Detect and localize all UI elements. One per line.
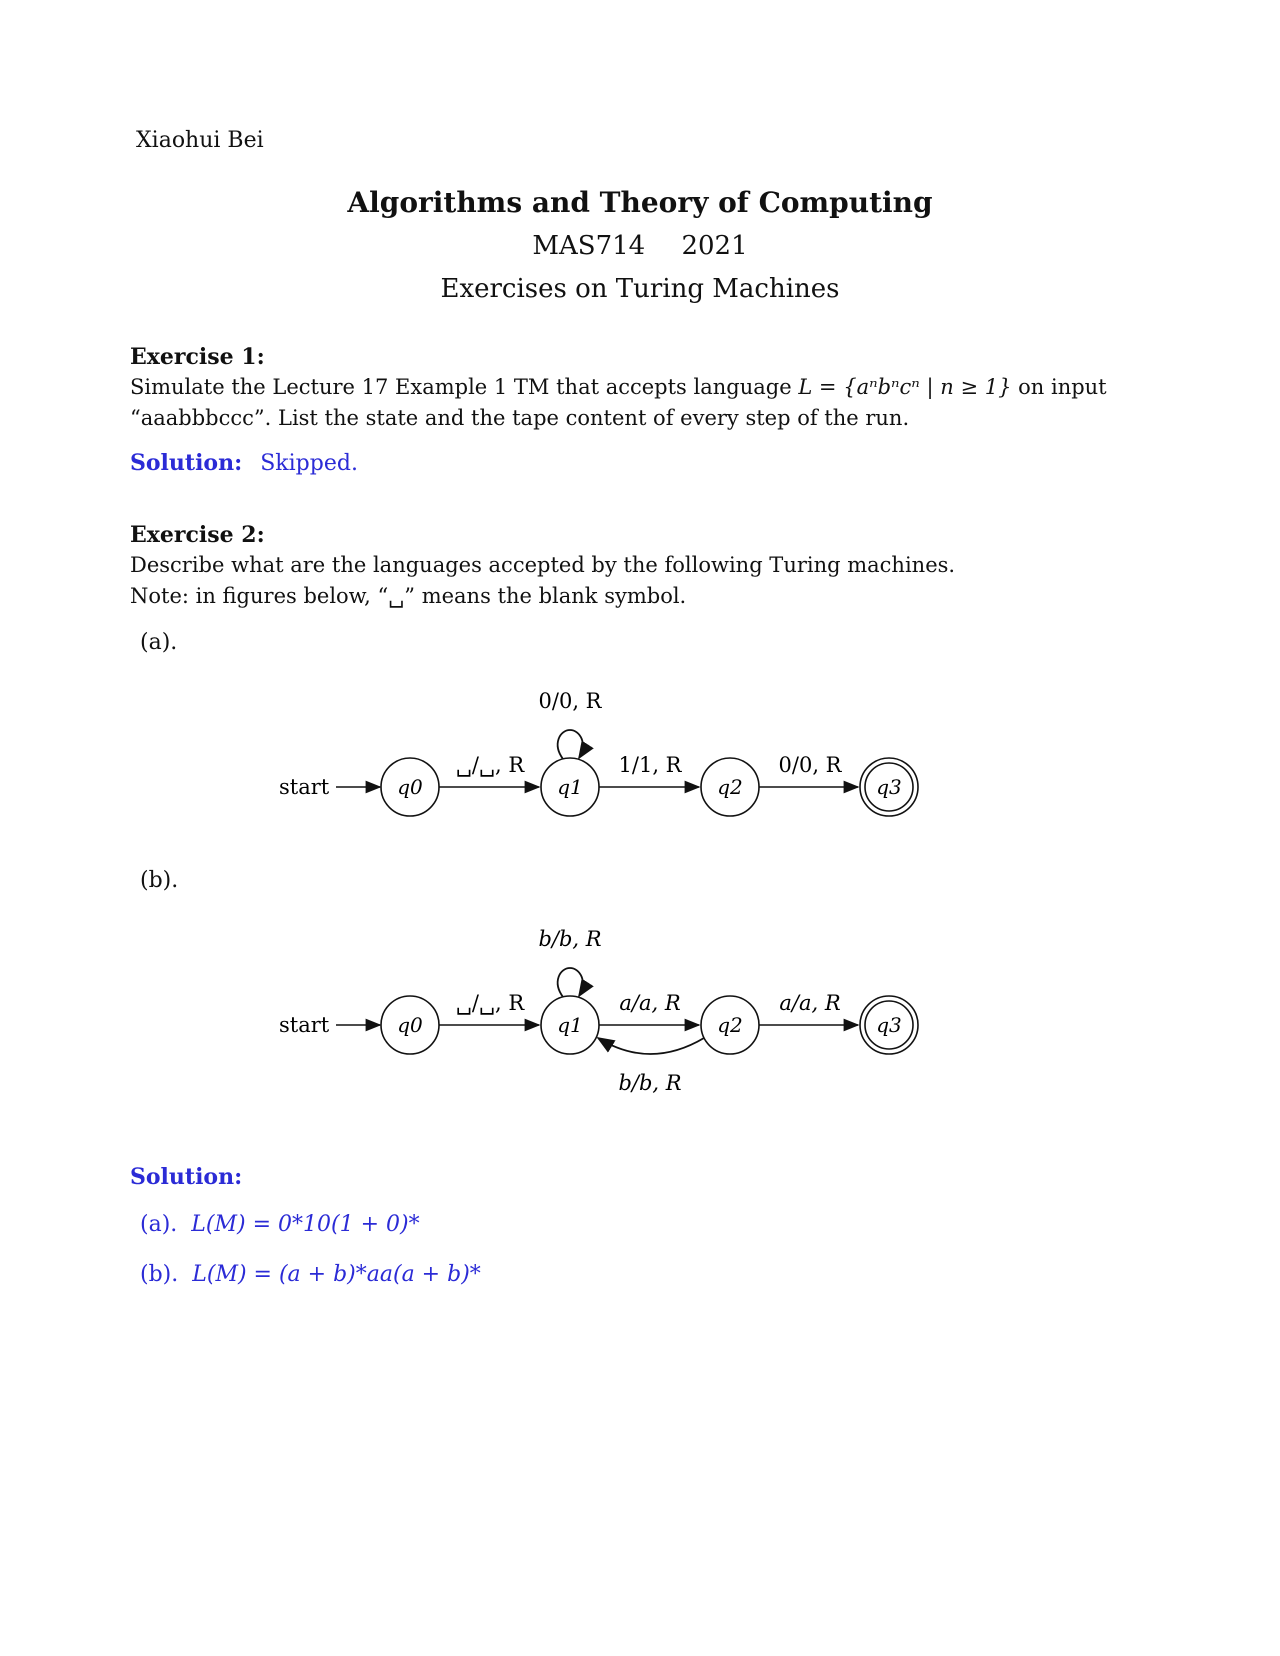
exercise-1-line-1 [130,372,1160,403]
course-year: 2021 [681,231,748,261]
exercise-1-heading: Exercise 1: [130,344,265,370]
start-label: start [279,1013,330,1037]
loop-label: b/b, R [538,927,602,951]
state-q1-label: q1 [557,1013,583,1037]
edge-q1-q2-label: 1/1, R [618,753,682,777]
author-name: Xiaohui Bei [136,128,264,153]
exercise-2-line-1: Describe what are the languages accepted by the following Turing machines. [130,553,956,577]
exercise-2-solution-heading [130,1164,260,1190]
language-definition: L = {aⁿbⁿcⁿ | n ≥ 1} [798,375,1012,399]
solution-label: Solution: [130,1164,243,1190]
state-q2-label: q2 [717,1013,743,1037]
loop-label: 0/0, R [538,689,602,713]
edge-q0-q1-label: ␣/␣, R [455,991,525,1015]
edge-q2-q1 [598,1038,704,1054]
edge-q2-q1-label: b/b, R [618,1071,682,1095]
self-loop-q1 [558,968,583,997]
edge-q2-q3-label: a/a, R [779,991,841,1015]
turing-machine-diagram-b [0,908,1280,1108]
solution-b-label: (b). [140,1262,179,1287]
self-loop-q1 [558,730,583,759]
solution-b-expression: L(M) = (a + b)*aa(a + b)* [192,1262,481,1287]
solution-a [140,1212,420,1237]
solution-a-label: (a). [140,1212,178,1237]
document-subtitle: Exercises on Turing Machines [440,274,840,304]
document-title: Algorithms and Theory of Computing [347,186,933,219]
exercise-2-line-2: Note: in figures below, “␣” means the blank symbol. [130,584,687,608]
part-b-label: (b). [140,868,179,893]
state-q0-label: q0 [397,1013,423,1037]
solution-text: Skipped. [260,451,358,476]
state-q2-label: q2 [717,775,743,799]
exercise-1-line-2: “aaabbbccc”. List the state and the tape content of every step of the run. [130,406,910,430]
exercise-1-text [130,372,1160,434]
start-label: start [279,775,330,799]
edge-q0-q1-label: ␣/␣, R [455,753,525,777]
edge-q2-q3-label: 0/0, R [778,753,842,777]
state-q3-label: q3 [876,775,902,799]
course-code: MAS714 [532,231,646,261]
exercise-2-text [130,550,1160,612]
solution-b [140,1262,481,1287]
exercise-1-solution [130,450,358,476]
exercise-1-line-1-start: Simulate the Lecture 17 Example 1 TM that accepts language [130,375,799,399]
course-line [0,231,1280,261]
state-q1-label: q1 [557,775,583,799]
solution-a-expression: L(M) = 0*10(1 + 0)* [191,1212,420,1237]
edge-q1-q2-label: a/a, R [619,991,681,1015]
state-q0-label: q0 [397,775,423,799]
part-a-label: (a). [140,630,178,655]
turing-machine-diagram-a [0,670,1280,850]
exercise-2-heading: Exercise 2: [130,522,265,548]
state-q3-label: q3 [876,1013,902,1037]
solution-label: Solution: [130,450,243,476]
exercise-1-line-1-end: on input [1011,375,1107,399]
